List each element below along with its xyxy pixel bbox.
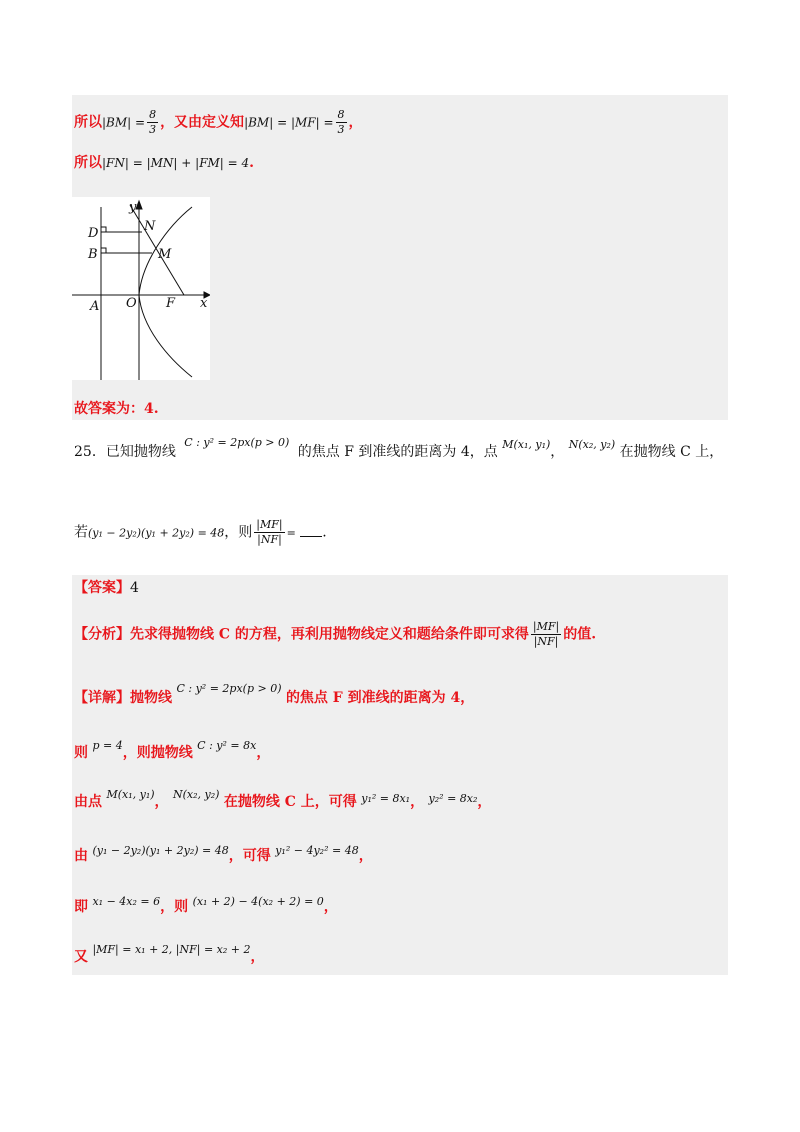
parabola-diagram xyxy=(72,197,210,380)
label-o: O xyxy=(126,296,137,311)
label-f: F xyxy=(166,296,176,311)
fraction-mf-nf: $\frac{|MF|}{|NF|}$ xyxy=(256,518,283,546)
label-b: B xyxy=(88,247,98,262)
step-3: 由 $^{(y_1 - 2y_2)(y_1 + 2y_2) = 48}$，可得 $^{y_1^2 - 4y_2^2 = 48}$， xyxy=(74,844,373,864)
label-n: N xyxy=(144,219,156,234)
y-axis-arrow xyxy=(136,201,142,209)
line-through-focus xyxy=(130,205,184,295)
question-line-1: 25．已知抛物线 $^{C : y^2 = 2px(p > 0)}$ 的焦点 F 到准线的距离为 4，点 $^{M(x_1, y_1)}$， $^{N(x_2, y_2)}$ 在抛物线 C 上， xyxy=(74,436,724,460)
parabola-figure xyxy=(72,197,210,380)
detail-line: 【详解】抛物线 $^{C : y^2 = 2px(p > 0)}$ 的焦点 F 到准线的距离为 4， xyxy=(74,682,475,706)
step-4: 即 $^{x_1 - 4x_2 = 6}$，则 $^{(x_1 + 2) - 4(x_2 + 2) = 0}$， xyxy=(74,895,338,915)
label-m: M xyxy=(158,247,172,262)
line-fn: 所以|FN| = |MN| + |FM| = 4. xyxy=(74,155,255,171)
analysis-line: 【分析】先求得抛物线 C 的方程，再利用抛物线定义和题给条件即可求得 $\frac{|MF|}{|NF|}$ 的值. xyxy=(74,620,597,648)
fraction: $\frac{8}{3}$ xyxy=(149,108,157,136)
line-bm: 所以|BM| = $\frac{8}{3}$ ，又由定义知|BM| = |MF| = $\frac{8}{3}$ ， xyxy=(74,108,363,136)
question-line-2: 若(y₁ − 2y₂)(y₁ + 2y₂) = 48，则 $\frac{|MF|}{|NF|}$ = . xyxy=(74,518,327,546)
label-x: x xyxy=(200,296,208,311)
answer-blank xyxy=(300,536,322,537)
right-angle-d xyxy=(101,227,106,232)
answer-line: 【答案】4 xyxy=(74,580,139,596)
step-5: 又 $^{|MF| = x_1 + 2, |NF| = x_2 + 2}$， xyxy=(74,943,265,965)
step-2: 由点 $^{M(x_1, y_1)}$， $^{N(x_2, y_2)}$ 在抛物线 C 上，可得 $^{y_1^2 = 8x_1}$， $^{y_2^2 = 8x_2}$， xyxy=(74,788,492,810)
step-1: 则 $^{p = 4}$，则抛物线 $^{C : y^2 = 8x}$， xyxy=(74,739,271,761)
label-d: D xyxy=(88,226,99,241)
right-angle-b xyxy=(101,248,106,253)
fraction: $\frac{8}{3}$ xyxy=(337,108,345,136)
label-y: y xyxy=(129,200,137,215)
label-a: A xyxy=(90,299,100,314)
answer-line-top: 故答案为：4. xyxy=(74,401,159,417)
fraction-mf-nf: $\frac{|MF|}{|NF|}$ xyxy=(532,620,560,648)
